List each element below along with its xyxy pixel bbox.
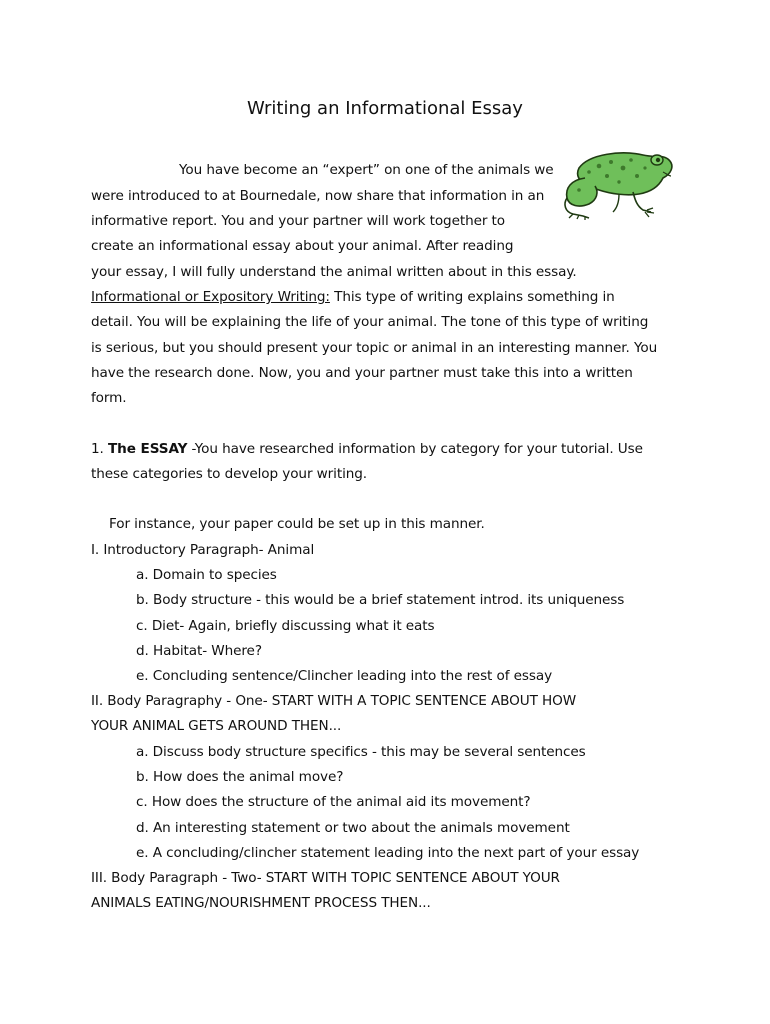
definition-line-5: form.: [91, 390, 127, 406]
essay-number: 1.: [91, 441, 108, 457]
outline-body1-item-e: e. A concluding/clincher statement leading into the next part of your essay: [136, 845, 640, 861]
intro-line-4: create an informational essay about your animal. After reading: [91, 238, 514, 254]
outline-body1-item-b: b. How does the animal move?: [136, 769, 344, 785]
definition-line-4: have the research done. Now, you and your partner must take this into a written: [91, 365, 633, 381]
intro-line-2: were introduced to at Bournedale, now share that information in an: [91, 188, 545, 204]
outline-intro-heading: I. Introductory Paragraph- Animal: [91, 542, 315, 558]
intro-line-1: You have become an “expert” on one of the animals we: [179, 162, 554, 178]
definition-term: Informational or Expository Writing:: [91, 289, 330, 305]
intro-line-3: informative report. You and your partner will work together to: [91, 213, 506, 229]
instance-line: For instance, your paper could be set up in this manner.: [109, 516, 485, 532]
intro-line-5: your essay, I will fully understand the animal written about in this essay.: [91, 264, 577, 280]
outline-body2-heading-1: III. Body Paragraph - Two- START WITH TOPIC SENTENCE ABOUT YOUR: [91, 870, 560, 886]
outline-body2-heading-2: ANIMALS EATING/NOURISHMENT PROCESS THEN...: [91, 895, 431, 911]
outline-body1-heading-2: YOUR ANIMAL GETS AROUND THEN...: [91, 718, 342, 734]
definition-line-3: is serious, but you should present your topic or animal in an interesting manner. You: [91, 340, 658, 356]
essay-text: -You have researched information by category for your tutorial. Use: [187, 441, 643, 457]
essay-line-2: these categories to develop your writing.: [91, 466, 368, 482]
page-title: Writing an Informational Essay: [247, 98, 523, 119]
outline-intro-item-c: c. Diet- Again, briefly discussing what it eats: [136, 618, 435, 634]
outline-body1-heading-1: II. Body Paragraphy - One- START WITH A TOPIC SENTENCE ABOUT HOW: [91, 693, 577, 709]
essay-heading-line: [91, 440, 643, 458]
outline-body1-item-a: a. Discuss body structure specifics - this may be several sentences: [136, 744, 586, 760]
essay-heading: The ESSAY: [108, 441, 188, 457]
outline-intro-item-b: b. Body structure - this would be a brief statement introd. its uniqueness: [136, 592, 625, 608]
outline-body1-item-c: c. How does the structure of the animal aid its movement?: [136, 794, 531, 810]
definition-first-line: [91, 288, 615, 306]
outline-intro-item-e: e. Concluding sentence/Clincher leading into the rest of essay: [136, 668, 553, 684]
frog-icon: [559, 146, 677, 220]
definition-text: This type of writing explains something in: [329, 289, 615, 305]
outline-intro-item-d: d. Habitat- Where?: [136, 643, 262, 659]
outline-intro-item-a: a. Domain to species: [136, 567, 277, 583]
outline-body1-item-d: d. An interesting statement or two about the animals movement: [136, 820, 570, 836]
definition-line-2: detail. You will be explaining the life of your animal. The tone of this type of writing: [91, 314, 649, 330]
